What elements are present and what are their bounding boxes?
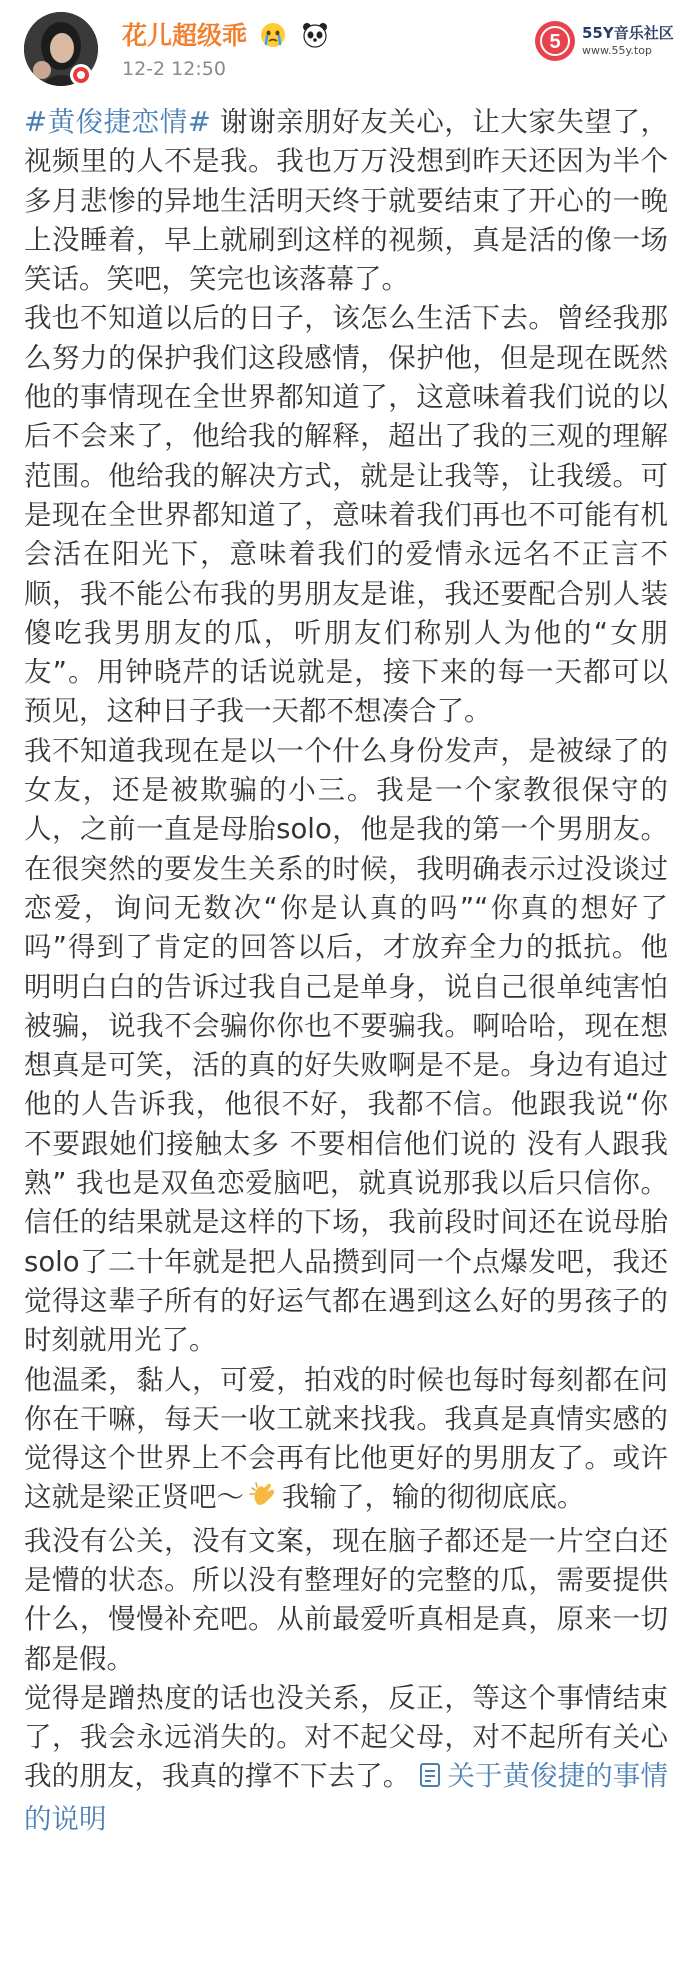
watermark-url: www.55y.top xyxy=(582,44,652,57)
post-paragraph-4 xyxy=(24,1361,668,1522)
post-paragraph-1 xyxy=(24,103,668,299)
verified-badge-icon xyxy=(70,64,92,86)
post-paragraph-4-text-a: 他温柔，黏人，可爱，拍戏的时候也每时每刻都在问你在干嘛，每天一收工就来找我。我真是真情实感的觉得这个世界上不会再有比他更好的男朋友了。或许这就是梁正贤吧～ xyxy=(24,1363,668,1514)
username-text: 花儿超级乖 xyxy=(122,21,248,50)
hashtag-link[interactable]: #黄俊捷恋情# xyxy=(24,106,211,138)
watermark-logo-char: 5 xyxy=(549,31,561,53)
article-link-text: 关于黄俊捷的事情的说明 xyxy=(24,1760,669,1835)
watermark-logo xyxy=(534,16,684,70)
post-paragraph-3: 我不知道我现在是以一个什么身份发声，是被绿了的女友，还是被欺骗的小三。我是一个家教很保守的人，之前一直是母胎solo，他是我的第一个男朋友。在很突然的要发生关系的时候，我明确表示过没谈过恋爱，询问无数次“你是认真的吗”“你真的想好了吗”得到了肯定的回答以后，才放弃全力的抵抗。他明明白白的告诉过我自己是单身，说自己很单纯害怕被骗，说我不会骗你你也不要骗我。啊哈哈，现在想想真是可笑，活的真的好失败啊是不是。身边有追过他的人告诉我，他很不好，我都不信。他跟我说“你不要跟她们接触太多 不要相信他们说的 没有人跟我熟” 我也是双鱼恋爱脑吧，就真说那我以后只信你。信任的结果就是这样的下场，我前段时间还在说母胎solo了二十年就是把人品攒到同一个点爆发吧，我还觉得这辈子所有的好运气都在遇到这么好的男孩子的时刻就用光了。 xyxy=(24,734,668,1357)
post-body xyxy=(24,103,668,1839)
post-paragraph-6 xyxy=(24,1679,668,1839)
panda-icon xyxy=(302,22,328,54)
document-icon xyxy=(419,1760,441,1799)
username[interactable] xyxy=(122,16,332,54)
post-paragraph-1-text: 谢谢亲朋好友关心，让大家失望了，视频里的人不是我。我也万万没想到昨天还因为半个多月悲惨的异地生活明天终于就要结束了开心的一晚上没睡着，早上就刷到这样的视频，真是活的像一场笑话。笑吧，笑完也该落幕了。 xyxy=(24,106,668,296)
post-header xyxy=(0,0,690,100)
post-paragraph-2: 我也不知道以后的日子，该怎么生活下去。曾经我那么努力的保护我们这段感情，保护他，但是现在既然他的事情现在全世界都知道了，这意味着我们说的以后不会来了，他给我的解释，超出了我的三观的理解范围。他给我的解决方式，就是让我等，让我缓。可是现在全世界都知道了，意味着我们再也不可能有机会活在阳光下，意味着我们的爱情永远名不正言不顺，我不能公布我的男朋友是谁，我还要配合别人装傻吃我男朋友的瓜，听朋友们称别人为他的“女朋友”。用钟晓芹的话说就是，接下来的每一天都可以预见，这种日子我一天都不想凑合了。 xyxy=(24,302,668,728)
post-paragraph-4-text-b: 我输了，输的彻彻底底。 xyxy=(282,1481,585,1514)
crying-face-icon xyxy=(260,22,286,54)
post-timestamp: 12-2 12:50 xyxy=(122,58,226,80)
watermark-name: 55Y音乐社区 xyxy=(582,24,674,42)
clapping-hands-icon xyxy=(248,1480,278,1521)
post-paragraph-6-text: 觉得是蹭热度的话也没关系，反正，等这个事情结束了，我会永远消失的。对不起父母，对不起所有关心我的朋友，我真的撑不下去了。 xyxy=(24,1681,668,1793)
post-paragraph-5: 我没有公关，没有文案，现在脑子都还是一片空白还是懵的状态。所以没有整理好的完整的瓜，需要提供什么，慢慢补充吧。从前最爱听真相是真，原来一切都是假。 xyxy=(24,1524,668,1675)
watermark-logo-icon xyxy=(534,20,576,62)
